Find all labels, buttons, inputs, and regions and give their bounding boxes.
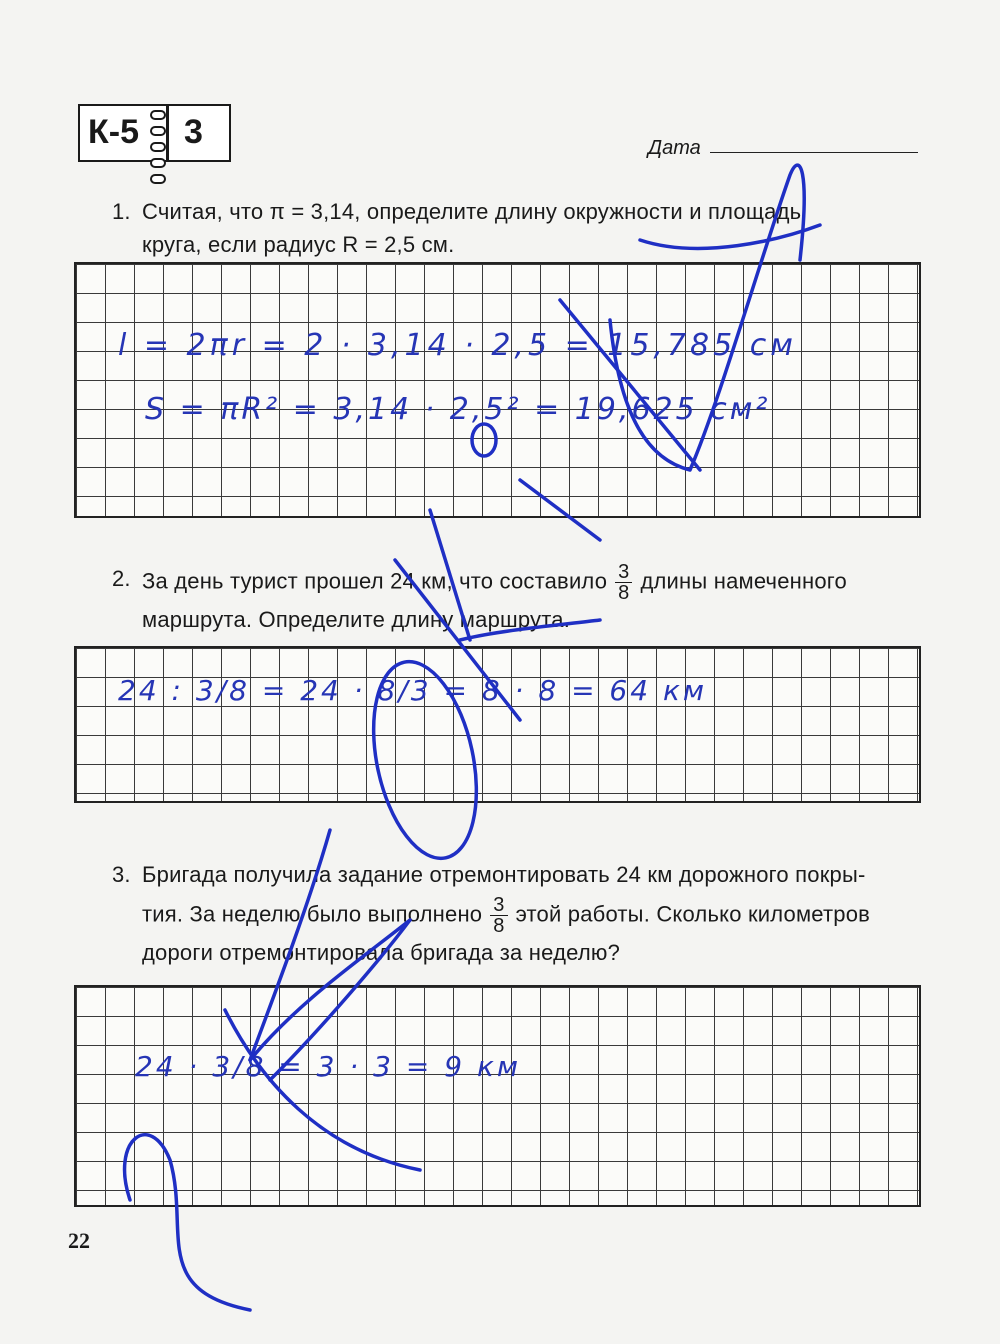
task-text-part: длины намеченного (640, 568, 847, 594)
letter-stroke (250, 920, 410, 1060)
letter-k-stroke (395, 560, 520, 720)
task-line: дороги отремонтировала бригада за неделю? (142, 940, 621, 965)
handwritten-answer: 24 · 3/8 = 3 · 3 = 9 км (135, 1050, 521, 1083)
task-text-part: тия. За неделю было выполнено (142, 901, 483, 927)
task-line: Считая, что π = 3,14, определите длину окружности и площадь (142, 199, 802, 224)
letter-o-stroke (357, 652, 492, 868)
variant-number: 3 (184, 113, 203, 151)
date-label: Дата (648, 137, 701, 159)
task-number: 1. (112, 199, 131, 224)
zero-mark (472, 424, 496, 456)
checkmark-stroke (520, 480, 600, 540)
task-line: Бригада получила задание отремонтировать 24 км дорожного покры- (142, 862, 866, 887)
task-line: круга, если радиус R = 2,5 см. (142, 232, 455, 257)
handwritten-answer: l = 2πr = 2 · 3,14 · 2,5 = 15,785 см (118, 328, 797, 363)
fraction-numerator: 3 (615, 562, 632, 583)
fraction-denominator: 8 (618, 582, 630, 604)
task-text-part: этой работы. Сколько километров (515, 901, 871, 927)
task-text-part: За день турист прошел 24 км, что составило (142, 568, 608, 594)
letter-stroke (125, 1135, 250, 1310)
checkmark-stroke (640, 225, 820, 248)
fraction-numerator: 3 (490, 895, 507, 916)
fraction-denominator: 8 (493, 915, 505, 937)
task-number: 2. (112, 566, 131, 591)
letter-k-stroke (430, 510, 470, 640)
checkmark-stroke (560, 300, 700, 470)
variant-code: К-5 (88, 113, 139, 151)
task-line: маршрута. Определите длину маршрута. (142, 607, 571, 632)
handwritten-answer: S = πR² = 3,14 · 2,5² = 19,625 см² (145, 392, 771, 427)
page-number: 22 (68, 1228, 90, 1253)
handwritten-answer: 24 : 3/8 = 24 · 8/3 = 8 · 8 = 64 км (118, 674, 707, 707)
checkmark-stroke (610, 165, 804, 470)
task-number: 3. (112, 862, 131, 887)
letter-stroke (225, 1010, 420, 1170)
letter-k-stroke (460, 620, 600, 640)
letter-stroke (250, 830, 330, 1060)
